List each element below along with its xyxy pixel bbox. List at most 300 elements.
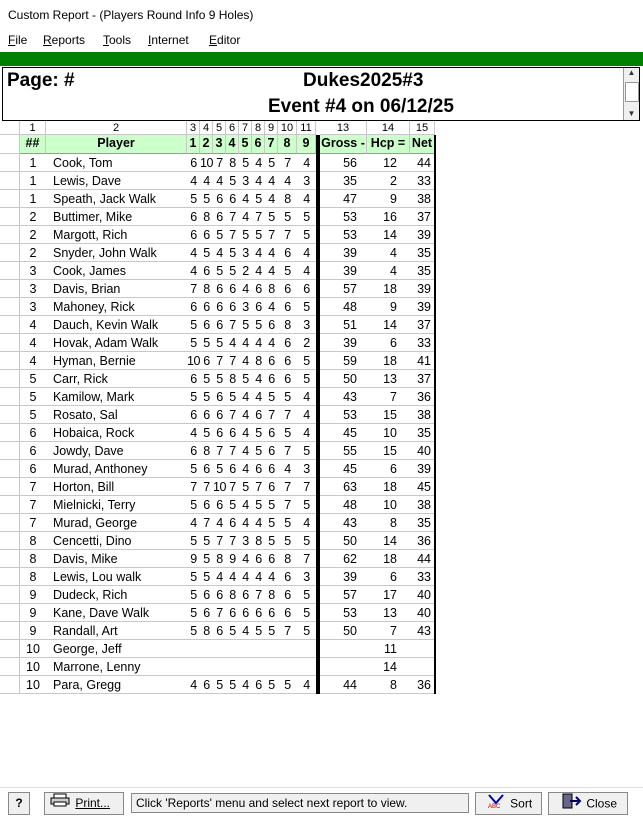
column-number[interactable]: 10 — [278, 121, 297, 135]
row-selector[interactable] — [0, 568, 20, 586]
table-cell: 8 — [203, 624, 210, 638]
table-cell: 5 — [190, 318, 197, 332]
event-title: Event #4 on 06/12/25 — [268, 96, 454, 117]
row-selector[interactable] — [0, 352, 20, 370]
table-cell: 41 — [417, 354, 431, 368]
table-cell: Rosato, Sal — [53, 408, 118, 422]
status-message: Click 'Reports' menu and select next report to view. — [131, 793, 469, 813]
table-cell: 4 — [255, 372, 262, 386]
table-cell: 7 — [190, 282, 197, 296]
column-separator — [318, 135, 320, 694]
report-title: Dukes2025#3 — [303, 70, 424, 91]
table-cell: 6 — [216, 210, 223, 224]
table-cell: 4 — [242, 516, 249, 530]
table-cell: 5 — [255, 498, 262, 512]
table-cell: 6 — [229, 462, 236, 476]
row-selector[interactable] — [0, 460, 20, 478]
column-header[interactable]: 8 — [278, 135, 297, 154]
row-selector[interactable] — [0, 550, 20, 568]
table-cell: 4 — [203, 174, 210, 188]
table-cell: 7 — [303, 480, 310, 494]
print-button[interactable] — [44, 792, 124, 815]
table-cell — [213, 658, 226, 676]
table-cell: 6 — [216, 300, 223, 314]
table-cell: 7 — [229, 228, 236, 242]
table-cell: 6 — [203, 606, 210, 620]
table-cell: 18 — [383, 480, 397, 494]
table-cell: 7 — [284, 480, 291, 494]
row-gridline — [0, 693, 435, 694]
table-cell: 4 — [242, 552, 249, 566]
table-cell: 36 — [417, 390, 431, 404]
table-cell: 35 — [417, 264, 431, 278]
table-cell: 5 — [255, 426, 262, 440]
row-selector[interactable] — [0, 586, 20, 604]
row-selector[interactable] — [0, 226, 20, 244]
table-cell: 45 — [343, 426, 357, 440]
column-header[interactable]: 4 — [226, 135, 239, 154]
table-cell: 7 — [229, 444, 236, 458]
row-selector[interactable] — [0, 496, 20, 514]
table-cell: Murad, Anthoney — [53, 462, 148, 476]
table-cell: 5 — [203, 246, 210, 260]
table-cell: Randall, Art — [53, 624, 118, 638]
table-cell — [410, 658, 435, 676]
table-cell: 5 — [229, 498, 236, 512]
row-selector[interactable] — [0, 622, 20, 640]
table-cell: 6 — [216, 624, 223, 638]
table-cell: Horton, Bill — [53, 480, 115, 494]
table-cell: 5 — [203, 336, 210, 350]
table-cell: 44 — [343, 678, 357, 692]
column-header[interactable]: Hcp = — [367, 135, 410, 154]
grid-corner[interactable] — [0, 121, 20, 135]
table-cell: 6 — [284, 354, 291, 368]
column-number[interactable]: 9 — [265, 121, 278, 135]
table-cell: 6 — [255, 462, 262, 476]
scroll-down-icon[interactable]: ▼ — [627, 109, 636, 118]
row-selector[interactable] — [0, 316, 20, 334]
menu-accelerator: R — [43, 33, 52, 47]
table-cell: 2 — [242, 264, 249, 278]
column-header[interactable]: 1 — [187, 135, 200, 154]
column-number[interactable]: 2 — [46, 121, 187, 135]
help-button[interactable] — [8, 792, 30, 815]
table-cell: 47 — [343, 192, 357, 206]
row-selector[interactable] — [0, 280, 20, 298]
column-number[interactable]: 4 — [200, 121, 213, 135]
table-cell: 7 — [255, 210, 262, 224]
table-cell: 8 — [255, 354, 262, 368]
table-cell: 8 — [203, 210, 210, 224]
table-cell: 5 — [284, 426, 291, 440]
table-cell: 7 — [29, 480, 37, 494]
table-cell: 40 — [417, 588, 431, 602]
column-number[interactable]: 3 — [187, 121, 200, 135]
table-cell: 8 — [268, 588, 275, 602]
table-cell: 5 — [229, 264, 236, 278]
table-cell: 6 — [190, 210, 197, 224]
table-cell: 8 — [29, 552, 37, 566]
row-selector[interactable] — [0, 514, 20, 532]
table-cell: 3 — [303, 174, 310, 188]
printer-icon — [50, 793, 72, 814]
row-selector[interactable] — [0, 298, 20, 316]
table-cell: 36 — [417, 534, 431, 548]
table-cell: Hyman, Bernie — [53, 354, 136, 368]
table-cell: 5 — [303, 444, 310, 458]
table-cell: 6 — [242, 588, 249, 602]
report-header — [2, 67, 640, 121]
table-cell: 4 — [216, 570, 223, 584]
table-cell: 6 — [216, 390, 223, 404]
header-row-selector[interactable] — [0, 135, 20, 154]
table-cell: 7 — [284, 444, 291, 458]
column-number[interactable]: 5 — [213, 121, 226, 135]
table-cell: 6 — [284, 300, 291, 314]
table-cell: 4 — [390, 264, 397, 278]
row-selector[interactable] — [0, 190, 20, 208]
table-cell: 4 — [216, 246, 223, 260]
report-grid[interactable] — [0, 121, 640, 721]
row-selector[interactable] — [0, 154, 20, 172]
table-cell: 7 — [229, 534, 236, 548]
column-number[interactable]: 15 — [410, 121, 435, 135]
table-cell: 4 — [284, 462, 291, 476]
column-number[interactable]: 11 — [297, 121, 316, 135]
table-cell: 6 — [268, 318, 275, 332]
table-cell: 5 — [268, 534, 275, 548]
table-cell: 3 — [29, 300, 37, 314]
table-cell: 5 — [284, 534, 291, 548]
header-scrollbar[interactable] — [623, 68, 639, 120]
row-selector[interactable] — [0, 172, 20, 190]
table-cell: 40 — [417, 606, 431, 620]
column-header[interactable]: Gross - — [320, 135, 367, 154]
table-cell: 33 — [417, 336, 431, 350]
table-cell: 6 — [203, 408, 210, 422]
table-cell: 6 — [203, 588, 210, 602]
close-door-icon — [559, 793, 583, 816]
table-cell: 6 — [203, 228, 210, 242]
menu-internet[interactable] — [148, 33, 189, 47]
page-label: Page: # — [7, 70, 75, 91]
table-cell: 6 — [390, 462, 397, 476]
table-cell: Dudeck, Rich — [53, 588, 128, 602]
table-cell: 9 — [390, 192, 397, 206]
table-cell: 45 — [417, 480, 431, 494]
table-cell: 4 — [268, 192, 275, 206]
table-cell: 59 — [343, 354, 357, 368]
table-cell: 7 — [284, 624, 291, 638]
table-cell: 4 — [190, 246, 197, 260]
table-cell: 6 — [255, 552, 262, 566]
table-cell: 38 — [417, 192, 431, 206]
table-cell: 6 — [255, 300, 262, 314]
table-cell: 3 — [242, 246, 249, 260]
table-cell: Dauch, Kevin Walk — [53, 318, 159, 332]
column-header[interactable]: 5 — [239, 135, 252, 154]
table-cell: 45 — [343, 462, 357, 476]
table-cell: 4 — [303, 264, 310, 278]
table-cell: 12 — [383, 156, 397, 170]
table-cell: 57 — [343, 282, 357, 296]
column-number[interactable]: 8 — [252, 121, 265, 135]
table-cell: 7 — [255, 480, 262, 494]
table-cell: 4 — [229, 570, 236, 584]
column-number[interactable]: 14 — [367, 121, 410, 135]
column-number[interactable]: 13 — [320, 121, 367, 135]
column-separator — [434, 135, 436, 694]
row-selector[interactable] — [0, 640, 20, 658]
table-cell: 5 — [190, 390, 197, 404]
table-cell: 5 — [303, 372, 310, 386]
table-cell: 14 — [383, 534, 397, 548]
row-selector[interactable] — [0, 478, 20, 496]
table-cell: 15 — [383, 444, 397, 458]
table-cell: Cook, Tom — [53, 156, 113, 170]
table-cell: George, Jeff — [53, 642, 122, 656]
table-cell: 7 — [190, 480, 197, 494]
table-cell: 8 — [390, 678, 397, 692]
table-cell: 6 — [229, 516, 236, 530]
table-cell: 6 — [284, 246, 291, 260]
table-cell: 5 — [255, 624, 262, 638]
menu-bar — [0, 31, 643, 51]
table-cell: 6 — [29, 462, 37, 476]
column-header[interactable]: 7 — [265, 135, 278, 154]
column-header[interactable]: ## — [20, 135, 46, 154]
row-selector[interactable] — [0, 244, 20, 262]
column-header[interactable]: Player — [46, 135, 187, 154]
table-cell: 6 — [190, 156, 197, 170]
table-cell: 6 — [216, 318, 223, 332]
table-cell: 6 — [284, 282, 291, 296]
row-selector[interactable] — [0, 262, 20, 280]
table-cell: 6 — [284, 336, 291, 350]
table-cell: 8 — [284, 192, 291, 206]
table-cell: 9 — [190, 552, 197, 566]
table-cell: Cencetti, Dino — [53, 534, 132, 548]
table-cell: 6 — [284, 588, 291, 602]
table-cell: 5 — [284, 210, 291, 224]
table-cell: 6 — [229, 192, 236, 206]
row-selector[interactable] — [0, 424, 20, 442]
table-cell: 48 — [343, 300, 357, 314]
window-title: Custom Report - (Players Round Info 9 Holes) — [0, 0, 643, 30]
table-cell: 4 — [242, 570, 249, 584]
close-button[interactable] — [548, 792, 628, 815]
table-cell: 7 — [229, 408, 236, 422]
scroll-up-icon[interactable]: ▲ — [627, 68, 636, 77]
status-bar — [0, 787, 643, 820]
table-cell: 8 — [284, 318, 291, 332]
column-header[interactable]: 2 — [200, 135, 213, 154]
table-cell: Davis, Brian — [53, 282, 121, 296]
row-selector[interactable] — [0, 406, 20, 424]
column-number[interactable]: 7 — [239, 121, 252, 135]
table-cell: 2 — [29, 246, 37, 260]
table-cell: 18 — [383, 552, 397, 566]
table-cell: 8 — [255, 534, 262, 548]
table-cell: 5 — [255, 228, 262, 242]
row-selector[interactable] — [0, 208, 20, 226]
table-cell: Kane, Dave Walk — [53, 606, 150, 620]
table-cell: 8 — [229, 372, 236, 386]
table-cell: 8 — [216, 552, 223, 566]
table-cell: 7 — [284, 228, 291, 242]
table-cell: 7 — [229, 318, 236, 332]
row-selector[interactable] — [0, 370, 20, 388]
table-cell: 5 — [268, 498, 275, 512]
table-cell: 14 — [383, 318, 397, 332]
table-cell: 6 — [190, 444, 197, 458]
column-header[interactable]: 3 — [213, 135, 226, 154]
table-cell: 6 — [216, 192, 223, 206]
table-cell: 7 — [268, 228, 275, 242]
table-cell: 15 — [383, 408, 397, 422]
table-cell: 53 — [343, 228, 357, 242]
table-cell: 6 — [255, 408, 262, 422]
row-selector[interactable] — [0, 334, 20, 352]
table-cell: 4 — [242, 282, 249, 296]
table-cell: 4 — [255, 156, 262, 170]
table-cell: 6 — [268, 372, 275, 386]
row-selector[interactable] — [0, 388, 20, 406]
table-cell: 5 — [255, 444, 262, 458]
table-cell: 5 — [229, 390, 236, 404]
scroll-thumb[interactable] — [625, 82, 639, 102]
table-cell: 6 — [229, 300, 236, 314]
table-cell: 5 — [190, 588, 197, 602]
table-cell: 5 — [203, 192, 210, 206]
row-selector[interactable] — [0, 658, 20, 676]
table-cell: 7 — [216, 156, 223, 170]
table-cell: Jowdy, Dave — [53, 444, 124, 458]
table-cell: 6 — [216, 408, 223, 422]
table-cell: 7 — [203, 480, 210, 494]
table-cell — [265, 658, 278, 676]
table-cell: 4 — [268, 336, 275, 350]
sort-button[interactable] — [475, 792, 542, 815]
table-cell: 6 — [190, 228, 197, 242]
table-cell: 43 — [343, 516, 357, 530]
table-cell: 5 — [216, 462, 223, 476]
table-cell: 4 — [303, 408, 310, 422]
column-header[interactable]: 9 — [297, 135, 316, 154]
table-cell: 4 — [268, 300, 275, 314]
menu-editor[interactable] — [209, 33, 240, 47]
table-cell: 4 — [255, 264, 262, 278]
table-cell: 10 — [213, 480, 226, 494]
table-cell: 13 — [383, 606, 397, 620]
table-cell: 4 — [303, 192, 310, 206]
table-cell: 6 — [255, 606, 262, 620]
table-cell: 4 — [303, 390, 310, 404]
table-cell: 4 — [303, 426, 310, 440]
table-cell: 44 — [417, 552, 431, 566]
table-cell: 37 — [417, 318, 431, 332]
table-cell: 4 — [303, 246, 310, 260]
table-cell: 5 — [216, 228, 223, 242]
table-cell: 50 — [343, 372, 357, 386]
table-cell: 6 — [216, 426, 223, 440]
column-header[interactable]: 6 — [252, 135, 265, 154]
table-cell: 4 — [242, 210, 249, 224]
row-selector[interactable] — [0, 604, 20, 622]
column-number[interactable]: 6 — [226, 121, 239, 135]
table-cell: 5 — [203, 372, 210, 386]
column-number[interactable]: 1 — [20, 121, 46, 135]
row-selector[interactable] — [0, 442, 20, 460]
table-cell: 40 — [417, 444, 431, 458]
table-cell: 39 — [343, 570, 357, 584]
table-cell: 55 — [343, 444, 357, 458]
table-cell: 2 — [29, 228, 37, 242]
table-cell — [320, 640, 367, 658]
table-cell: 57 — [343, 588, 357, 602]
table-cell: 6 — [216, 588, 223, 602]
table-cell: 4 — [255, 390, 262, 404]
table-cell: Margott, Rich — [53, 228, 128, 242]
column-header[interactable]: Net — [410, 135, 435, 154]
menu-tools[interactable] — [103, 33, 131, 47]
table-cell: 6 — [203, 264, 210, 278]
table-cell: 9 — [29, 606, 37, 620]
table-cell: 7 — [303, 552, 310, 566]
table-cell: 5 — [190, 336, 197, 350]
table-cell: 37 — [417, 210, 431, 224]
table-cell: Hovak, Adam Walk — [53, 336, 159, 350]
print-label: Print... — [75, 796, 111, 810]
table-cell: 1 — [29, 174, 37, 188]
table-cell: 7 — [229, 480, 236, 494]
table-cell: 6 — [190, 408, 197, 422]
table-cell: 2 — [29, 210, 37, 224]
row-selector[interactable] — [0, 532, 20, 550]
table-cell: 39 — [343, 246, 357, 260]
row-selector[interactable] — [0, 676, 20, 694]
table-cell: 7 — [29, 516, 37, 530]
table-cell: 5 — [242, 480, 249, 494]
menu-file[interactable] — [8, 33, 27, 47]
table-cell: 5 — [190, 534, 197, 548]
table-cell: 6 — [268, 444, 275, 458]
table-cell: 6 — [268, 354, 275, 368]
table-cell: 4 — [242, 192, 249, 206]
table-cell: Lewis, Dave — [53, 174, 122, 188]
table-cell: 6 — [390, 336, 397, 350]
table-cell: 5 — [242, 156, 249, 170]
table-cell: 9 — [29, 588, 37, 602]
menu-label-rest: ditor — [217, 33, 241, 47]
menu-reports[interactable] — [43, 33, 85, 47]
table-cell: 4 — [303, 678, 310, 692]
table-cell: 5 — [303, 606, 310, 620]
table-cell: 5 — [284, 390, 291, 404]
table-cell: 7 — [29, 498, 37, 512]
table-cell: 6 — [203, 678, 210, 692]
table-cell: 6 — [203, 462, 210, 476]
table-cell — [226, 658, 239, 676]
table-cell: 6 — [284, 606, 291, 620]
menu-accelerator: F — [8, 33, 16, 47]
table-cell: 6 — [216, 498, 223, 512]
table-cell: 3 — [303, 570, 310, 584]
table-cell: 4 — [242, 444, 249, 458]
menu-label-rest: ools — [109, 33, 132, 47]
table-cell: 1 — [29, 156, 37, 170]
